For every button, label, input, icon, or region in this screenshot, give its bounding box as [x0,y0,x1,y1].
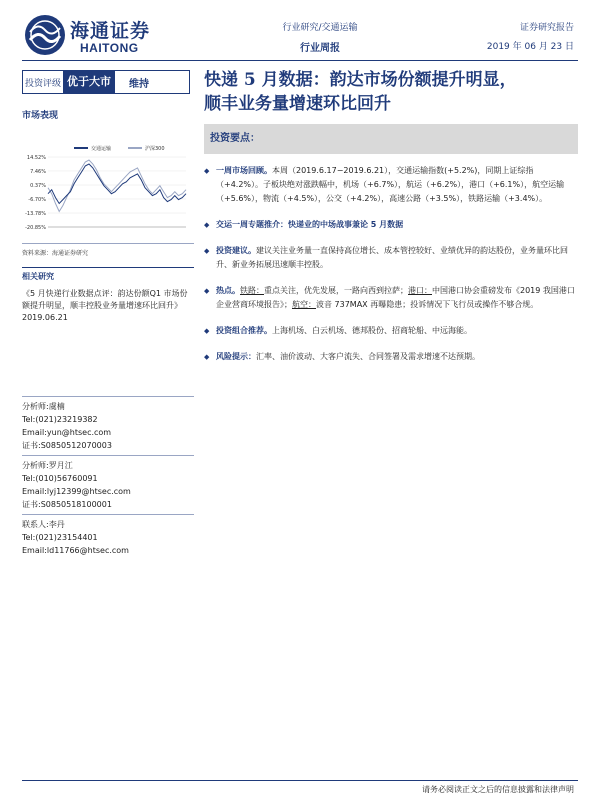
hotspot-port-text: 中国港口协会重磅发布《2019 我国港口企业营商环境报告》； [216,286,575,309]
hotspot-aviation-label: 航空： [292,300,316,309]
hotspot-aviation-text: 波音 737MAX 再曝隐患；投诉情况下飞行员或操作不够合规。 [316,300,539,309]
report-title-line1: 快递 5 月数据：韵达市场份额提升明显， [204,70,517,90]
y-tick-label: 14.52% [26,155,46,161]
rating-bar [22,70,190,94]
key-points-box [204,124,578,154]
main-content [204,68,578,376]
analyst-card [22,396,194,452]
report-type: 证券研究报告 [519,23,574,33]
left-sidebar [22,70,194,560]
bullet-text: 快递业的中场战事兼论 5 月数据 [288,220,404,229]
industry-label: 行业研究/交通运输 [282,23,358,33]
bullet-heading: 投资组合推荐。 [216,326,272,335]
rating-action: 维持 [129,78,150,90]
footer-divider [22,780,578,781]
bullet-text: 本周（2019.6.17−2019.6.21），交通运输指数(+5.2%)，同期上证综指（+4.2%）。子板块绝对涨跌幅中，机场（+6.7%），航运（+6.2%），港口（+6.1%），航空运输（+5.6%），物流（+4.5%），公交（+4.2%），高速公路（+3.5%），铁路运输（+3.4%）。 [216,166,565,203]
header-divider [22,60,578,61]
logo-chinese-text: 海通证券 [70,20,151,42]
company-logo [24,14,184,58]
report-title [204,68,578,116]
market-performance-title: 市场表现 [22,111,59,121]
series-line [48,164,186,204]
logo-english-text: HAITONG [80,41,139,55]
bullet-text: 上海机场、白云机场、德邦股份、招商轮船、中远海能。 [272,326,472,335]
analyst-tel: Tel:(021)23154401 [22,533,98,542]
analyst-cert: 证书:S0850518100001 [22,500,112,509]
footer-disclaimer: 请务必阅读正文之后的信息披露和法律声明 [422,785,574,794]
bullet-heading: 交运一周专题推介： [216,220,288,229]
analyst-card [22,514,194,557]
key-points-title: 投资要点： [210,133,260,144]
hotspot-railway-label: 铁路： [240,286,264,295]
analyst-name: 分析师:虞楠 [22,402,65,411]
key-points-list [204,164,578,364]
bullet-investment-advice [204,244,578,272]
analyst-email[interactable]: Email:lyj12399@htsec.com [22,487,131,496]
haitong-logo-icon [24,14,66,56]
hotspot-port-label: 港口： [408,286,432,295]
chart-source: 资料来源：海通证券研究 [22,243,194,257]
rating-label: 投资评级 [25,78,62,89]
related-research-title: 相关研究 [22,267,194,282]
market-chart-svg [22,143,192,233]
analyst-card [22,455,194,511]
analyst-list [22,396,194,557]
page-header [0,0,600,66]
report-date: 2019 年 06 月 23 日 [486,42,574,52]
analyst-email[interactable]: Email:yun@htsec.com [22,428,112,437]
analyst-name: 联系人:李丹 [22,520,65,529]
y-tick-label: 0.37% [30,183,46,190]
bullet-text: 汇率、油价波动、大客户流失、合同签署及需求增速不达预期。 [256,352,480,361]
bullet-market-review [204,164,578,206]
bullet-heading: 一周市场回顾。 [216,166,272,175]
analyst-cert: 证书:S0850512070003 [22,441,112,450]
bullet-heading: 投资建议。 [216,246,256,255]
bullet-heading: 热点。 [216,286,240,295]
related-research-link[interactable]: 《5 月快递行业数据点评：韵达份额Q1 市场份额提升明显，顺丰控股业务量增速环比回升》2019.06.21 [22,289,188,322]
analyst-tel: Tel:(021)23219382 [22,415,98,424]
y-tick-label: 7.46% [30,168,46,175]
hotspot-railway-text: 重点关注，优先发展，一路向西到拉萨； [264,286,408,295]
y-tick-label: -20.85% [25,225,46,231]
legend-label: 交通运输 [91,146,112,152]
report-title-line2: 顺丰业务量增速环比回升 [204,94,391,114]
bullet-risk [204,350,578,364]
report-category: 行业周报 [300,43,340,54]
y-tick-label: -13.78% [25,211,46,218]
rating-value: 优于大市 [63,71,115,93]
bullet-portfolio [204,324,578,338]
bullet-text: 建议关注业务量一直保持高位增长、成本管控较好、业绩优异的韵达股份，业务量环比回升、新业务拓展迅速顺丰控股。 [216,246,568,269]
bullet-heading: 风险提示： [216,352,256,361]
y-tick-label: -6.70% [28,196,46,203]
legend-label: 沪深300 [145,146,165,152]
series-line [48,160,186,212]
market-chart [22,143,192,233]
analyst-email[interactable]: Email:ld11766@htsec.com [22,546,129,555]
analyst-tel: Tel:(010)56760091 [22,474,98,483]
analyst-name: 分析师:罗月江 [22,461,73,470]
bullet-hotspots [204,284,578,312]
bullet-topic [204,218,578,232]
